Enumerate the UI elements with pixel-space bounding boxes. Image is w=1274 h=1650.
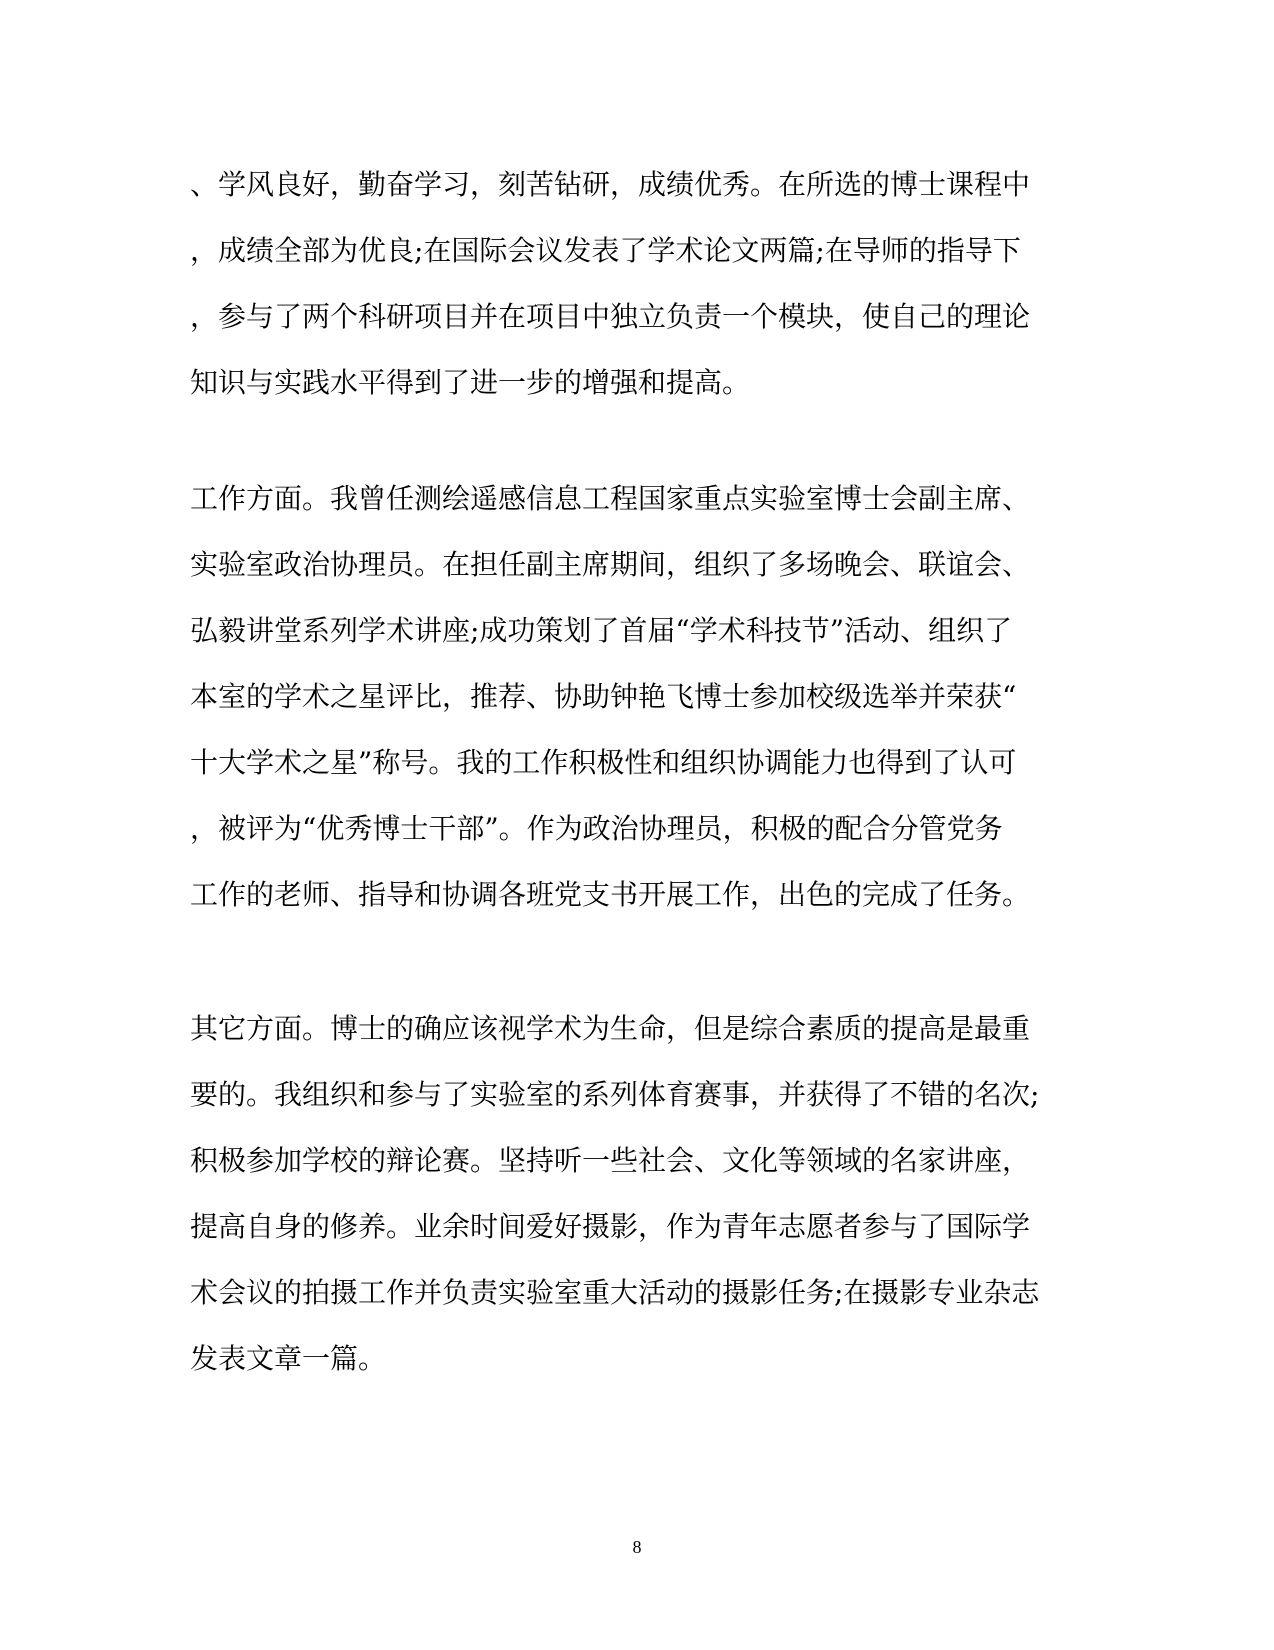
paragraph-line: 弘毅讲堂系列学术讲座;成功策划了首届“学术科技节”活动、组织了 xyxy=(190,614,1013,647)
paragraph-line: 工作方面。我曾任测绘遥感信息工程国家重点实验室博士会副主席、 xyxy=(190,482,1031,515)
paragraph-line: ，成绩全部为优良;在国际会议发表了学术论文两篇;在导师的指导下 xyxy=(190,234,1021,267)
paragraph-other xyxy=(190,996,1090,1392)
paragraph-line: 实验室政治协理员。在担任副主席期间，组织了多场晚会、联谊会、 xyxy=(190,548,1031,581)
paragraph-line: 提高自身的修养。业余时间爱好摄影，作为青年志愿者参与了国际学 xyxy=(190,1210,1031,1243)
paragraph-line: 术会议的拍摄工作并负责实验室重大活动的摄影任务;在摄影专业杂志 xyxy=(190,1276,1040,1309)
paragraph-line: 要的。我组织和参与了实验室的系列体育赛事，并获得了不错的名次; xyxy=(190,1078,1040,1111)
paragraph-line: ，被评为“优秀博士干部”。作为政治协理员，积极的配合分管党务 xyxy=(190,812,1003,845)
paragraph-study xyxy=(190,152,1090,416)
paragraph-line: ，参与了两个科研项目并在项目中独立负责一个模块，使自己的理论 xyxy=(190,300,1031,333)
paragraph-line: 知识与实践水平得到了进一步的增强和提高。 xyxy=(190,366,751,399)
paragraph-line: 积极参加学校的辩论赛。坚持听一些社会、文化等领域的名家讲座， xyxy=(190,1144,1031,1177)
paragraph-line: 十大学术之星”称号。我的工作积极性和组织协调能力也得到了认可 xyxy=(190,746,1017,779)
paragraph-line: 发表文章一篇。 xyxy=(190,1342,387,1375)
paragraph-line: 、学风良好，勤奋学习，刻苦钻研，成绩优秀。在所选的博士课程中 xyxy=(190,168,1031,201)
page-number: 8 xyxy=(632,1537,642,1557)
paragraph-line: 工作的老师、指导和协调各班党支书开展工作，出色的完成了任务。 xyxy=(190,878,1031,911)
paragraph-work xyxy=(190,466,1090,928)
paragraph-line: 本室的学术之星评比，推荐、协助钟艳飞博士参加校级选举并荣获“ xyxy=(190,680,1017,713)
paragraph-line: 其它方面。博士的确应该视学术为生命，但是综合素质的提高是最重 xyxy=(190,1012,1031,1045)
